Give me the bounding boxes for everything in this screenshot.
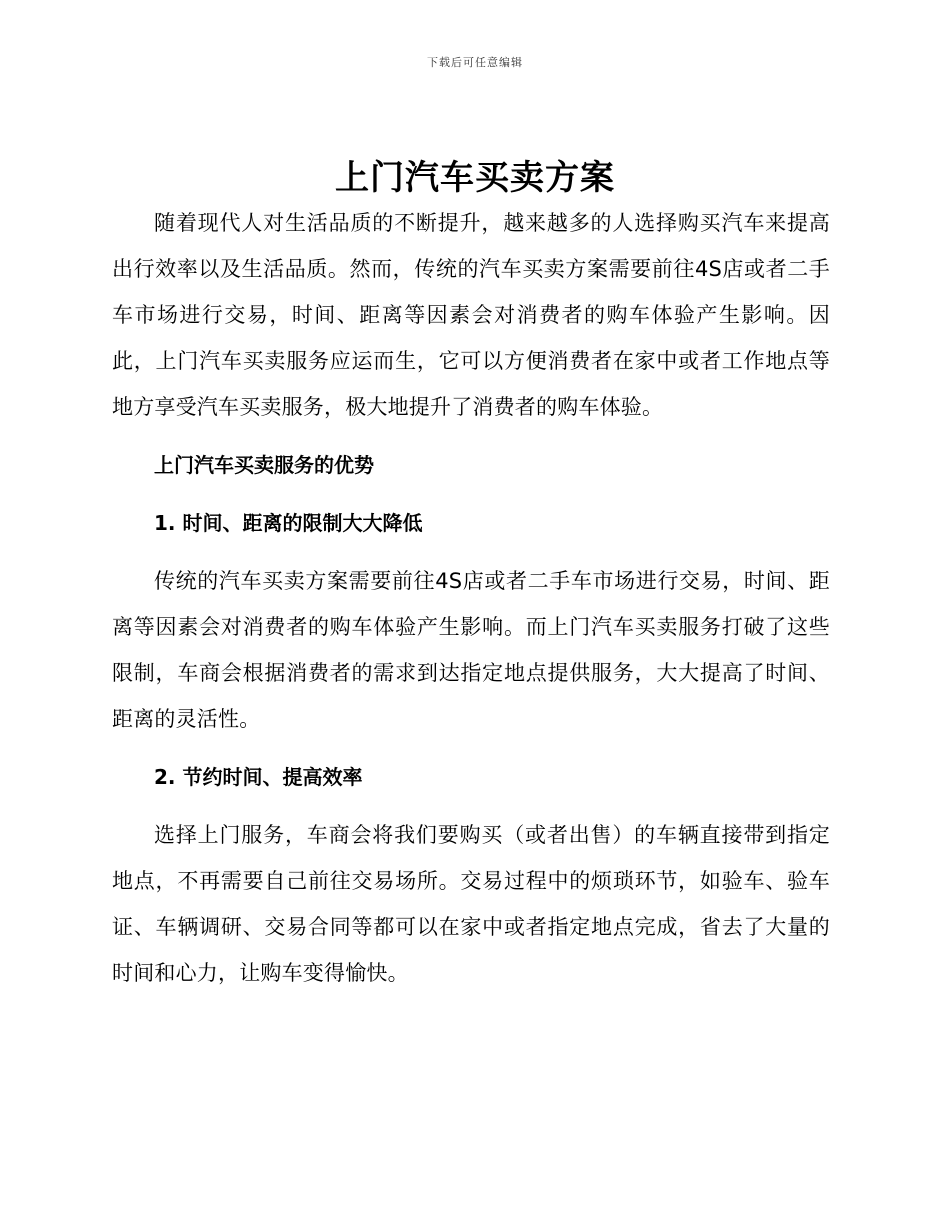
header-note: 下载后可任意编辑 [427, 56, 523, 69]
section-heading: 上门汽车买卖服务的优势 [154, 453, 374, 477]
document-title: 上门汽车买卖方案 [335, 158, 615, 198]
point2-heading: 2. 节约时间、提高效率 [154, 765, 363, 789]
point1-paragraph: 传统的汽车买卖方案需要前往4S店或者二手车市场进行交易，时间、距离等因素会对消费者的购车体验产生影响。而上门汽车买卖服务打破了这些限制，车商会根据消费者的需求到达指定地点提供服务，大大提高了时间、距离的灵活性。 [112, 569, 830, 731]
intro-paragraph: 随着现代人对生活品质的不断提升，越来越多的人选择购买汽车来提高出行效率以及生活品质。然而，传统的汽车买卖方案需要前往4S店或者二手车市场进行交易，时间、距离等因素会对消费者的购车体验产生影响。因此，上门汽车买卖服务应运而生，它可以方便消费者在家中或者工作地点等地方享受汽车买卖服务，极大地提升了消费者的购车体验。 [112, 211, 830, 419]
document-body [112, 200, 830, 996]
point1-heading: 1. 时间、距离的限制大大降低 [154, 511, 423, 535]
point2-paragraph: 选择上门服务，车商会将我们要购买（或者出售）的车辆直接带到指定地点，不再需要自己前往交易场所。交易过程中的烦琐环节，如验车、验车证、车辆调研、交易合同等都可以在家中或者指定地点完成，省去了大量的时间和心力，让购车变得愉快。 [112, 823, 830, 985]
